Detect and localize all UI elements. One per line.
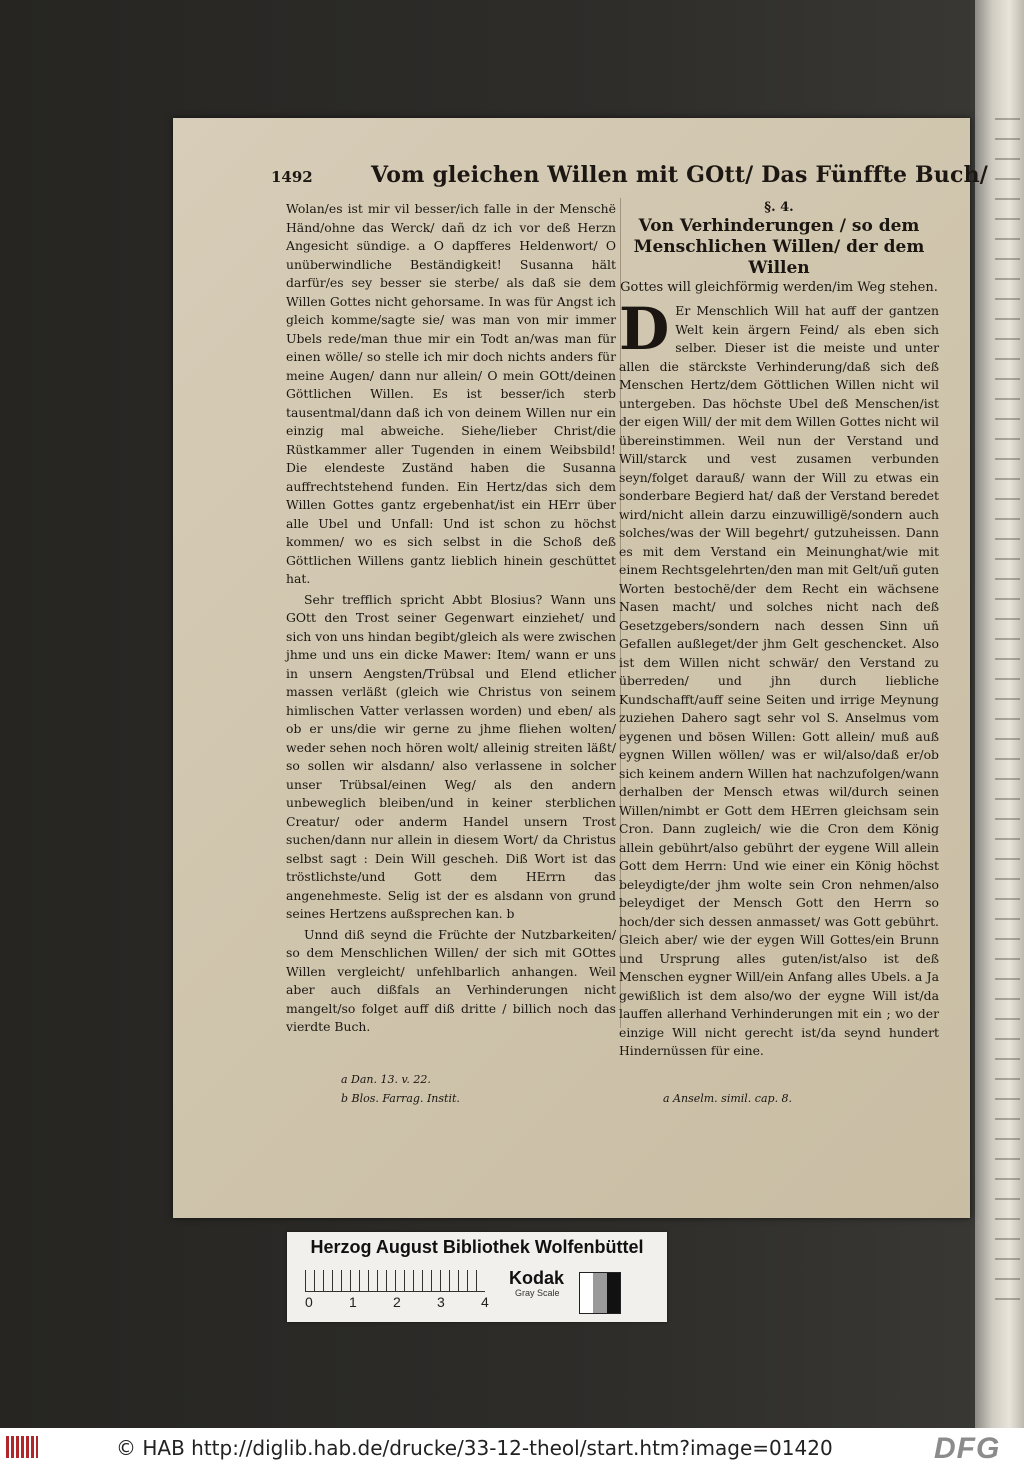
section-number: §. 4. xyxy=(764,200,794,215)
copyright-url[interactable]: © HAB http://diglib.hab.de/drucke/33-12-theol/start.htm?image=01420 xyxy=(116,1436,833,1460)
ruler-number: 2 xyxy=(393,1294,401,1310)
page-number: 1492 xyxy=(271,168,313,186)
kodak-label: Kodak xyxy=(509,1268,565,1288)
gray-scale-label: Gray Scale xyxy=(515,1288,560,1298)
section-subtitle: Gottes will gleichförmig werden/im Weg stehen. xyxy=(620,280,938,295)
drop-cap: D xyxy=(619,295,670,363)
right-column xyxy=(619,200,939,1061)
left-paragraph-3: Unnd diß seynd die Früchte der Nutzbarkeiten/ so dem Menschlichen Willen/ der sich mit GOttes Willen vergleicht/ unfehlbarlich anhangen. Weil aber auch dißfals an Verhinderungen nicht mangelt/so folget auff diß dritte / billich noch das vierdte Buch. xyxy=(286,926,616,1034)
running-head xyxy=(271,162,989,192)
footnote-right-a: a Anselm. simil. cap. 8. xyxy=(663,1092,793,1105)
hab-logo-icon xyxy=(6,1436,38,1458)
adjacent-page-edge xyxy=(975,0,1024,1428)
footnote-b: b Blos. Farrag. Instit. xyxy=(341,1092,460,1105)
left-paragraph-2: Sehr trefflich spricht Abbt Blosius? Wann uns GOtt den Trost seiner Gegenwart einziehet/ und sich von uns hindan begibt/gleich als were zwischen jhme und uns ein dicke Mawer: Item/ wann er uns in unsern Aengsten/Trübsal und Elend etlicher massen verläßt (gleich wie Christus von seinem himlischen Vatter verlassen worden) und eben/ als ob er uns/die wir gerne zu jhme fliehen wolten/ weder sehen noch hören wolt/ alleinig streiten läßt/ so sollen wir alsdann/ also verlassene in solcher unser Trübsal/einen Weg/ als den andern unbeweglich bleiben/und in keiner sterblichen Creatur/ oder anderm Handel unsern Trost suchen/dann nur allein in diesem Wort/ da Christus selbst sagt : Dein Will gescheh. Diß Wort ist das tröstlichste/und Gott dem HErrn das angenehmeste. Selig ist der es alsdann von grund seines Hertzens außsprechen kan. b xyxy=(286,591,616,921)
card-title: Herzog August Bibliothek Wolfenbüttel xyxy=(310,1237,644,1257)
running-head-title: Vom gleichen Willen mit GOtt/ Das Fünffte Buch/ xyxy=(371,162,989,188)
ruler-number: 0 xyxy=(305,1294,313,1310)
section-title: Von Verhinderungen / so dem Menschlichen Willen/ der dem Willen xyxy=(633,216,925,278)
footnote-a: a Dan. 13. v. 22. xyxy=(341,1073,431,1086)
color-reference-card xyxy=(287,1232,667,1322)
ruler-number: 3 xyxy=(437,1294,445,1310)
book-page xyxy=(173,118,989,1218)
ruler-number: 4 xyxy=(481,1294,489,1310)
dfg-logo: DFG xyxy=(934,1432,1001,1465)
gray-swatches xyxy=(579,1272,621,1314)
left-column xyxy=(286,200,616,1037)
ruler-scale xyxy=(305,1270,485,1292)
ruler-number: 1 xyxy=(349,1294,357,1310)
left-paragraph-1: Wolan/es ist mir vil besser/ich falle in der Menschë Händ/ohne das Werck/ dañ dz ich vor deß Herzn Angesicht sündige. a O dapfferes Heldenwort/ O unüberwindliche Beständigkeit! Susanna hält darfür/es sey besser sie sterbe/ als daß sie dem Willen Gottes nicht gehorsame. In was für Angst ich gleich komme/sagte sie/ was man von mir immer Ubels rede/man thue mir ein Todt an/was man für einen wölle/ so stelle ich mir doch nichts anders für meine Augen/ dann nur allein/ O mein GOtt/deinen Göttlichen Willen. Es ist besser/ich sterb tausentmal/dann daß ich von deinem Willen nur ein einzig mal abweiche. Siehe/lieber Christ/die Rüstkammer aller Tugenden in einem Weibsbild! Die elendeste Zuständ haben die Susanna auffrechtstehend funden. Ein Hertz/das sich dem Willen Gottes gantz ergebenhat/ist ein HErr über alle Ubel und Unfall: Und ist schon zu höchst kommen/ wo es sich selbst in die Schoß deß Göttlichen Willens gantz lieblich hinein geschüttet hat. xyxy=(286,201,616,586)
right-paragraph: Er Menschlich Will hat auff der gantzen Welt kein ärgern Feind/ als eben sich selber. Dieser ist die meiste und unter allen die stärckste Verhinderung/daß sich deß Menschen Hertz/dem Göttlichen Willen nicht wil untergeben. Das höchste Ubel deß Menschen/ist der eigen Will/ der mit dem Willen Gottes nicht wil übereinstimmen. Weil nun der Verstand und Will/starck und vest zusamen verbunden seyn/folget darauß/ wann der Will zu etwas ein sonderbare Begierd hat/ daß der Verstand beredet wird/nicht allein darzu einzuwilligë/sondern auch solches/was der Will begehrt/ gutzuheissen. Dann es mit dem Verstand ein Meinunghat/wie mit einem Rechtsgelehrten/den man mit Gelt/uñ guten Worten bestochë/der dem Recht ein wächsene Nasen macht/ und solches nicht nach deß Gesetzgebers/sondern nach dessen Sinn uñ Gefallen außleget/der jhm Gelt geschencket. Also ist dem Willen nicht schwär/ den Verstand zu überreden/ und jhn durch liebliche Kundschafft/auff seine Seiten und irrige Meynung zuziehen Dahero sagt sehr vol S. Anselmus vom eygenen und bösen Willen: Gott allein/ muß auß eygnen Willen wöllen/ was er wil/also/daß er/ob sich keinem andern Willen hat nachzufolgen/wann derhalben der Mensch etwas wil/durch seinen Willen/nimbt er Gott dem HErren gleichsam sein Cron. Dann zugleich/ wie die Cron dem König allein gebührt/also gebührt der eygene Will allein Gott dem Herrn: Und wie einer ein König höchst beleydigte/der jhm wolte sein Cron nehmen/also beleydiget der Mensch Gott den Herrn so hoch/der sich dessen anmasset/ was Gott gebührt. Gleich aber/ wie der eygen Will Gottes/ein Brunn und Ursprung alles guten/ist/also ist deß Menschen eygner Will/ein Anfang alles Ubels. a Ja gewißlich ist dem also/wo der eygne Will ist/da lauffen allerhand Verhinderungen mit ein ; wo der einzige Will nicht gerecht ist/da seynd hundert Hindernüssen für eine. xyxy=(619,303,939,1058)
footer-bar xyxy=(0,1428,1024,1467)
